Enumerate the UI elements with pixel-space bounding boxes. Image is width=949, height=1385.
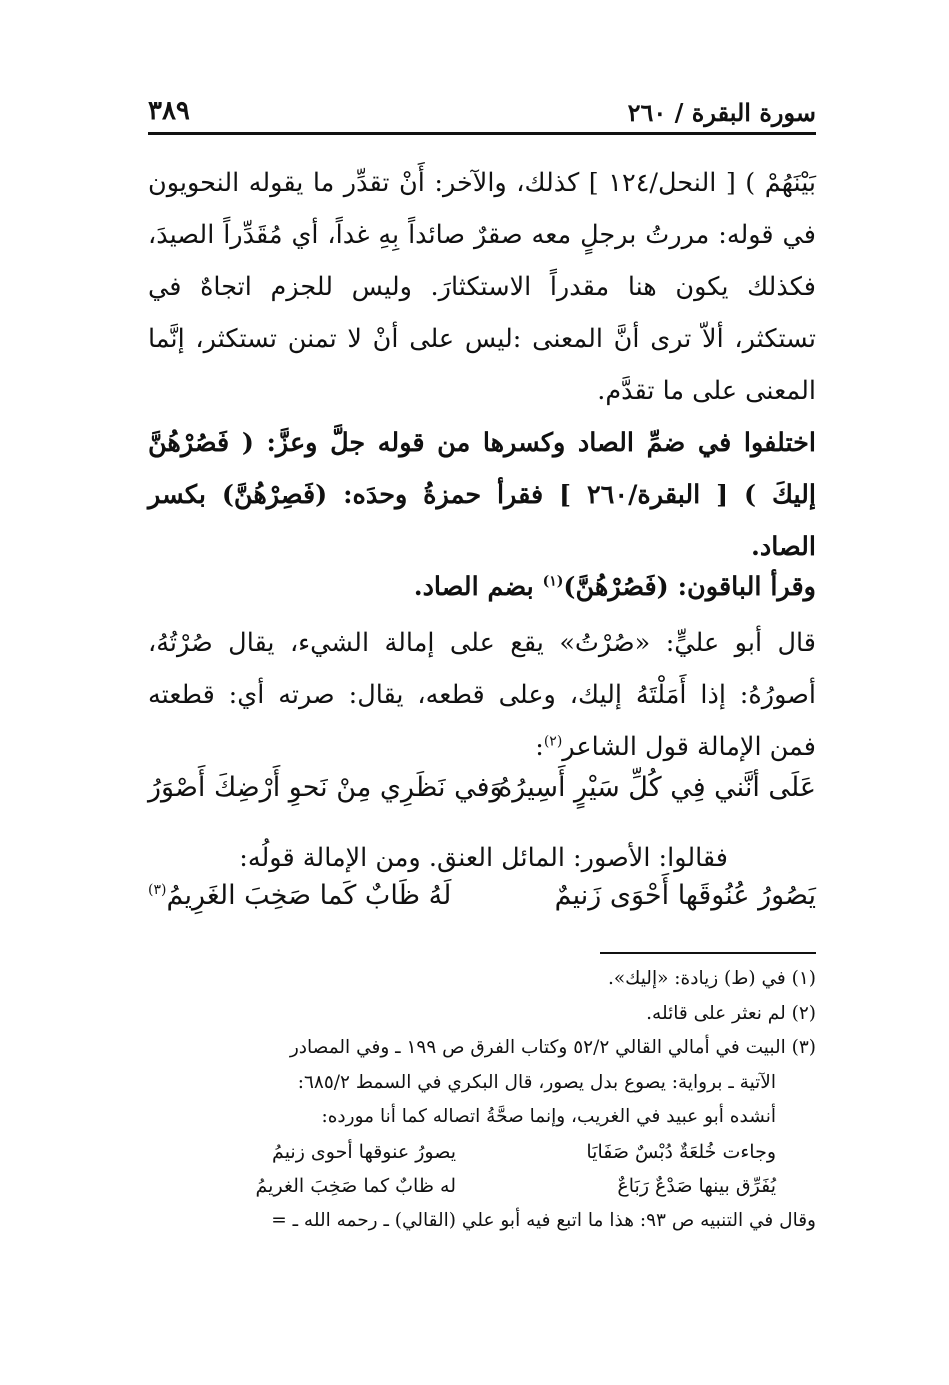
poetry-verse-1 (148, 766, 816, 822)
paragraph-reading-difference: اختلفوا في ضمِّ الصاد وكسرها من قوله جلَّ وعزَّ: ( فَصُرْهُنَّ إليكَ ) [ البقرة/٢٦٠ ] فقرأ حمزةُ وحدَه: (فَصِرْهُنَّ) بكسر الصاد. (148, 428, 817, 562)
footnote-3-verse-1 (110, 1135, 816, 1170)
footnote-separator (600, 952, 816, 954)
verse-2-second-hemistich-text: لَهُ ظَابٌ كَما صَخِبَ الغَرِيمُ (166, 880, 452, 911)
verse-1-second-hemistich: وَفي نَظَرِي مِنْ نَحوِ أَرْضِكَ أَصْوَرُ (148, 772, 503, 803)
footnote-3-line-4: وقال في التنبيه ص ٩٣: هذا ما اتبع فيه أبو علي (القالي) ـ رحمه الله ـ = (271, 1209, 816, 1231)
paragraph-other-readers (148, 561, 816, 613)
other-readers-text-end: بضم الصاد. (413, 572, 543, 602)
paragraph-abu-ali (148, 617, 816, 773)
footnote-1: (١) في (ط) زيادة: «إليك». (607, 968, 816, 989)
footnote-3-verse-1-first: وجاءت خُلعَةٌ دُبْسٌ صَفَايَا (586, 1140, 776, 1163)
verse-2-second-hemistich (148, 880, 451, 911)
running-title: سورة البقرة / ٢٦٠ (627, 98, 816, 127)
footnote-3-line-3: أنشده أبو عبيد في الغريب، وإنما صحَّةُ اتصاله كما أنا مورده: (321, 1106, 776, 1127)
footnote-ref-3: (٣) (148, 882, 167, 898)
other-readers-text: وقرأ الباقون: (فَصُرْهُنَّ) (563, 572, 816, 602)
abu-ali-text-end: : (535, 732, 544, 762)
footnote-3-verse-2-first: يُفَرِّق بينها صَدْعٌ رَبَاعٌ (617, 1175, 776, 1197)
footnote-3-verse-2 (110, 1169, 816, 1204)
footnote-3-verse-1-second: يصورُ عنوقها أحوى زنيمُ (272, 1140, 456, 1163)
page-header (148, 92, 816, 134)
header-rule (148, 132, 816, 135)
verse-1-first-hemistich: عَلَى أنَّني فِي كُلِّ سَيْرٍ أَسِيرُهُ (498, 772, 816, 803)
poetry-verse-2 (148, 874, 816, 930)
footnote-3-line-2: الآتية ـ برواية: يصوع بدل يصور، قال البكري في السمط ٦٨٥/٢: (297, 1071, 776, 1093)
paragraph-asour-meaning: فقالوا: الأصور: المائل العنق. ومن الإمالة قولُه: (239, 843, 728, 873)
footnote-3-line-1: (٣) البيت في أمالي القالي ٥٢/٢ وكتاب الفرق ص ١٩٩ ـ وفي المصادر (289, 1037, 816, 1058)
footnote-3-verse-2-second: له ظابٌ كما صَخِبَ الغريمُ (255, 1175, 456, 1197)
verse-2-first-hemistich: يَصُورُ عُنُوقَها أَحْوَى زَنيمٌ (554, 880, 816, 911)
abu-ali-text: قال أبو عليٍّ: «صُرْتُ» يقع على إمالة الشيء، يقال صُرْتُهُ، أصورُهُ: إذا أَمَلْتَهُ إليك، وعلى قطعه، يقال: صرته أي: قطعته فمن الإمالة قول الشاعر (148, 628, 816, 762)
footnotes (110, 962, 816, 1238)
footnote-2: (٢) لم نعثر على قائله. (646, 1002, 816, 1024)
paragraph-tafsir-continuation: بَيْنَهُمْ ) [ النحل/١٢٤ ] كذلك، والآخر: أَنْ تقدِّر ما يقوله النحويون في قوله: مررتُ برجلٍ معه صقرٌ صائداً بِهِ غداً، أي مُقَدِّراً الصيدَ، فكذلك يكون هنا مقدراً الاستكثارَ. وليس للجزم اتجاهٌ في تستكثر، ألاّ ترى أنَّ المعنى :ليس على أنْ لا تمنن تستكثر، إنَّما المعنى على ما تقدَّم. (148, 168, 816, 406)
footnote-ref-1: (١) (542, 573, 564, 590)
page-number: ٣٨٩ (148, 96, 190, 126)
footnote-ref-2: (٢) (543, 733, 563, 750)
